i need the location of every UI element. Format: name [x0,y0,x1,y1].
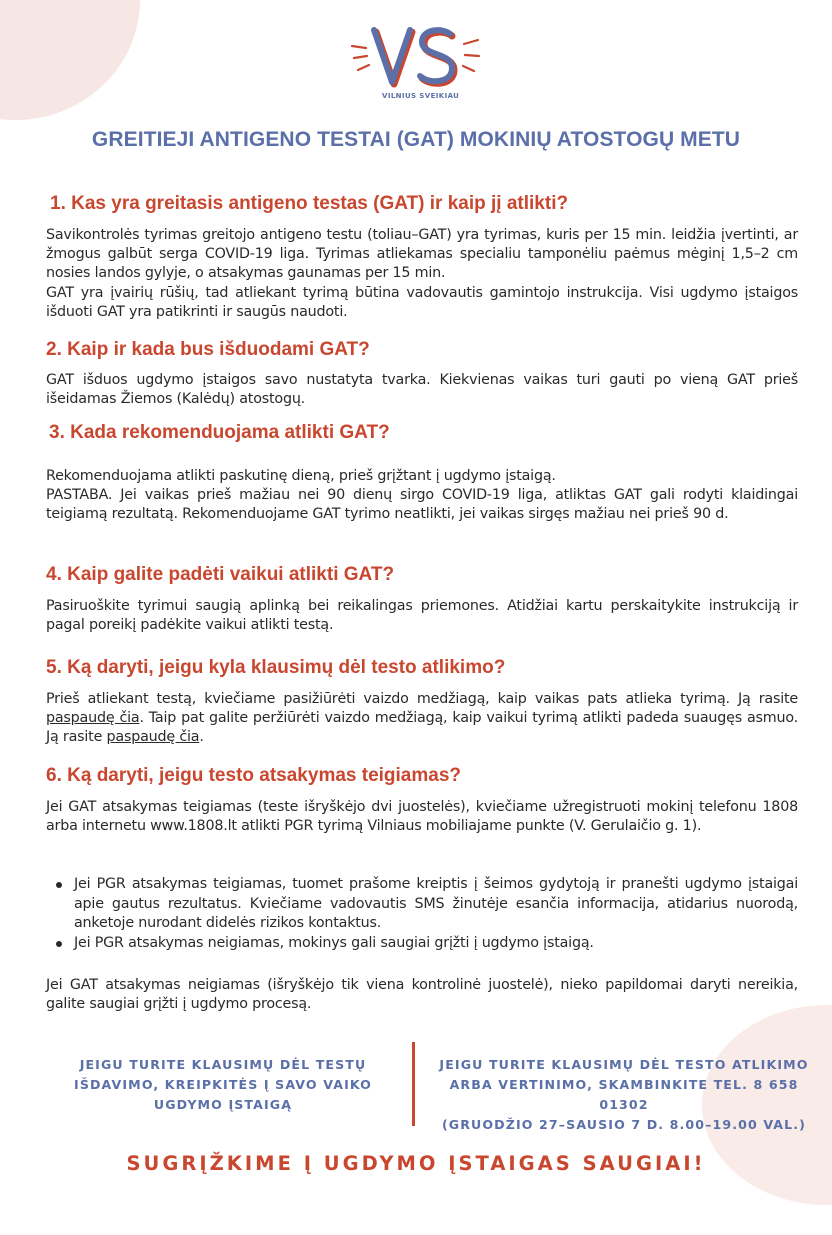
section-1-paragraph: Savikontrolės tyrimas greitojo antigeno testu (toliau–GAT) yra tyrimas, kuris per 15 min. leidžia įvertinti, ar žmogus galbūt serga COVID-19 liga. Tyrimas atliekamas specialiu tamponėliu paėmus mėginį 1,5–2 cm nosies landos gylyje, o atsakymas gaunamas per 15 min. [46,227,798,281]
decorative-corner-top-left [0,0,140,120]
logo-caption: VILNIUS SVEIKIAU [382,92,460,100]
section-6-paragraph: Jei GAT atsakymas teigiamas (teste išryškėjo dvi juostelės), kviečiame užregistruoti mokinį telefonu 1808 arba internetu www.1808.lt atlikti PGR tyrimą Vilniaus mobiliajame punkte (V. Gerulaičio g. 1). [46,799,798,834]
contact-info-schools: JEIGU TURITE KLAUSIMŲ DĖL TESTŲ IŠDAVIMO, KREIPKITĖS Į SAVO VAIKO UGDYMO ĮSTAIGĄ [74,1057,372,1112]
section-5-heading: 5. Ką daryti, jeigu kyla klausimų dėl testo atlikimo? [46,657,506,678]
page-title: GREITIEJI ANTIGENO TESTAI (GAT) MOKINIŲ ATOSTOGŲ METU [91,128,741,151]
section-2-paragraph: GAT išduos ugdymo įstaigos savo nustatyta tvarka. Kiekvienas vaikas turi gauti po vieną GAT prieš išeidamas Žiemos (Kalėdų) atostogų. [46,372,798,407]
section-4-paragraph: Pasiruoškite tyrimui saugią aplinką bei reikalingas priemones. Atidžiai kartu perskaitykite instrukciją ir pagal poreikį padėkite vaikui atlikti testą. [46,598,798,633]
contact-info-hotline: JEIGU TURITE KLAUSIMŲ DĖL TESTO ATLIKIMO ARBA VERTINIMO, SKAMBINKITE TEL. 8 658 01302 (GRUODŽIO 27–SAUSIO 7 D. 8.00–19.00 VAL.) [439,1057,809,1132]
contact-divider [412,1042,415,1126]
section-4-heading: 4. Kaip galite padėti vaikui atlikti GAT? [46,564,395,585]
video-link-self-test[interactable]: paspaudę čia [46,710,140,726]
section-6-heading: 6. Ką daryti, jeigu testo atsakymas teigiamas? [46,765,462,786]
footer-slogan: SUGRĮŽKIME Į UGDYMO ĮSTAIGAS SAUGIAI! [126,1152,706,1175]
section-6-bullet-list [74,875,798,953]
section-2-heading: 2. Kaip ir kada bus išduodami GAT? [46,339,370,360]
section-3-heading: 3. Kada rekomenduojama atlikti GAT? [49,422,390,443]
section-1-heading: 1. Kas yra greitasis antigeno testas (GAT) ir kaip jį atlikti? [50,193,569,214]
list-item: Jei PGR atsakymas teigiamas, tuomet prašome kreiptis į šeimos gydytoją ir pranešti ugdymo įstaigai apie gautus rezultatus. Kviečiame vadovautis SMS žinutėje esančia informacija, atidarius nuorodą, anketoje nurodant didelės rizikos kontaktus. [74,875,798,934]
video-link-adult-assisted[interactable]: paspaudę čia [106,729,200,745]
section-3-note: PASTABA. Jei vaikas prieš mažiau nei 90 dienų sirgo COVID-19 liga, atliktas GAT gali rodyti klaidingai teigiamą rezultatą. Rekomenduojame GAT tyrimo neatlikti, jei vaikas sirgęs mažiau nei prieš 90 d. [46,487,798,522]
vilnius-sveikiau-logo [350,22,482,102]
section-5-paragraph: Prieš atliekant testą, kviečiame pasižiūrėti vaizdo medžiagą, kaip vaikas pats atlieka tyrimą. Ją rasite paspaudę čia. Taip pat galite peržiūrėti vaizdo medžiagą, kaip vaikui tyrimą atlikti padeda suaugęs asmuo. Ją rasite paspaudę čia. [46,691,798,745]
section-3-paragraph: Rekomenduojama atlikti paskutinę dieną, prieš grįžtant į ugdymo įstaigą. [46,468,556,484]
list-item: Jei PGR atsakymas neigiamas, mokinys gali saugiai grįžti į ugdymo įstaigą. [74,934,798,954]
section-6-negative-paragraph: Jei GAT atsakymas neigiamas (išryškėjo tik viena kontrolinė juostelė), nieko papildomai daryti nereikia, galite saugiai grįžti į ugdymo procesą. [46,977,798,1012]
section-1-paragraph-2: GAT yra įvairių rūšių, tad atliekant tyrimą būtina vadovautis gamintojo instrukcija. Visi ugdymo įstaigos išduoti GAT yra patikrinti ir saugūs naudoti. [46,285,798,320]
